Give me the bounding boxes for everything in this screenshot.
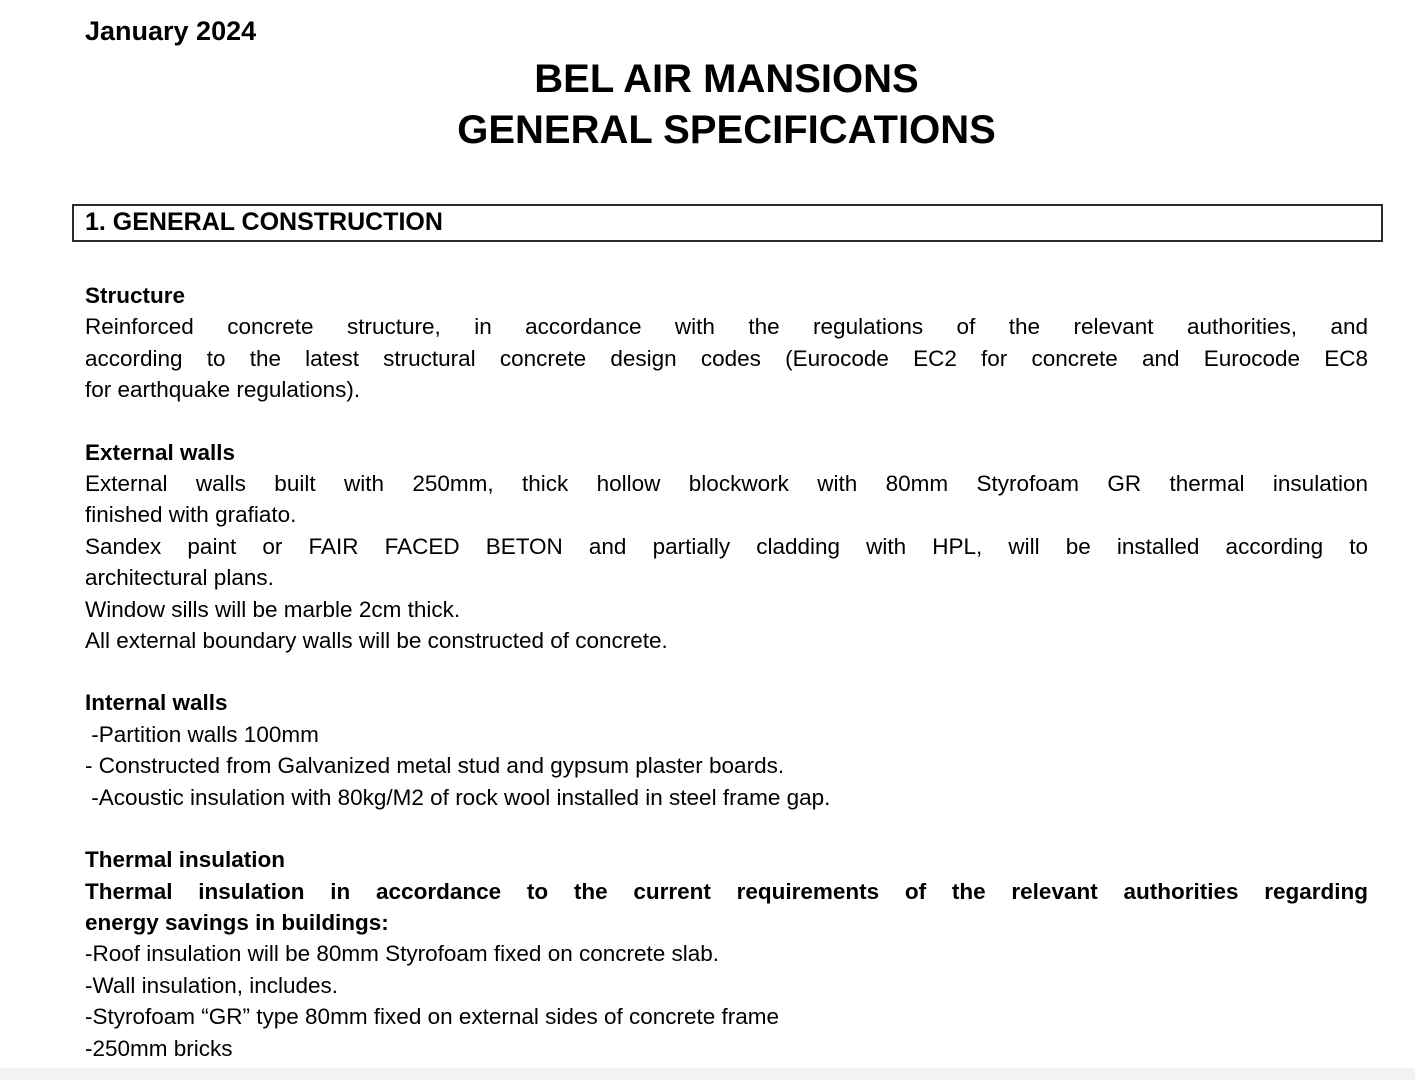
document-title [85,54,1368,156]
section-heading: External walls [85,439,236,465]
sections-container [85,280,1368,1064]
section-heading: Structure [85,283,186,308]
text-line: Sandex paint or FAIR FACED BETON and partially cladding with HPL, will be installed according to [85,533,1368,559]
section-heading: Internal walls [85,690,228,716]
section-heading: Thermal insulation [85,847,286,873]
text-line: -Styrofoam “GR” type 80mm fixed on external sides of concrete frame [85,1004,780,1030]
text-line: External walls built with 250mm, thick hollow blockwork with 80mm Styrofoam GR thermal insulation [85,471,1368,497]
section-internal-walls [85,687,1368,813]
document-title-line2: GENERAL SPECIFICATIONS [457,108,996,152]
text-line: -Partition walls 100mm [85,721,319,747]
section-thermal-insulation [85,844,1368,1064]
text-line: energy savings in buildings: [85,909,389,935]
text-line: -Roof insulation will be 80mm Styrofoam fixed on concrete slab. [85,941,720,967]
text-line: according to the latest structural concrete design codes (Eurocode EC2 for concrete and Eurocode EC8 [85,345,1368,371]
text-line: All external boundary walls will be constructed of concrete. [85,628,668,654]
text-line: - Constructed from Galvanized metal stud and gypsum plaster boards. [85,753,785,779]
text-line: finished with grafiato. [85,502,297,528]
text-line: -250mm bricks [85,1035,233,1061]
section-structure [85,280,1368,406]
text-line: -Acoustic insulation with 80kg/M2 of rock wool installed in steel frame gap. [85,784,831,810]
text-line: for earthquake regulations). [85,377,361,403]
text-line: Reinforced concrete structure, in accordance with the regulations of the relevant authorities, and [85,314,1368,340]
document-title-line1: BEL AIR MANSIONS [534,57,919,101]
document-date: January 2024 [85,16,257,46]
text-line: -Wall insulation, includes. [85,972,339,998]
text-line: architectural plans. [85,565,274,591]
page-bottom-edge [0,1068,1415,1080]
section-header-box: 1. GENERAL CONSTRUCTION [72,204,1383,242]
text-line: Thermal insulation in accordance to the current requirements of the relevant authorities regarding [85,878,1368,904]
text-line: Window sills will be marble 2cm thick. [85,596,461,622]
section-external-walls [85,437,1368,657]
